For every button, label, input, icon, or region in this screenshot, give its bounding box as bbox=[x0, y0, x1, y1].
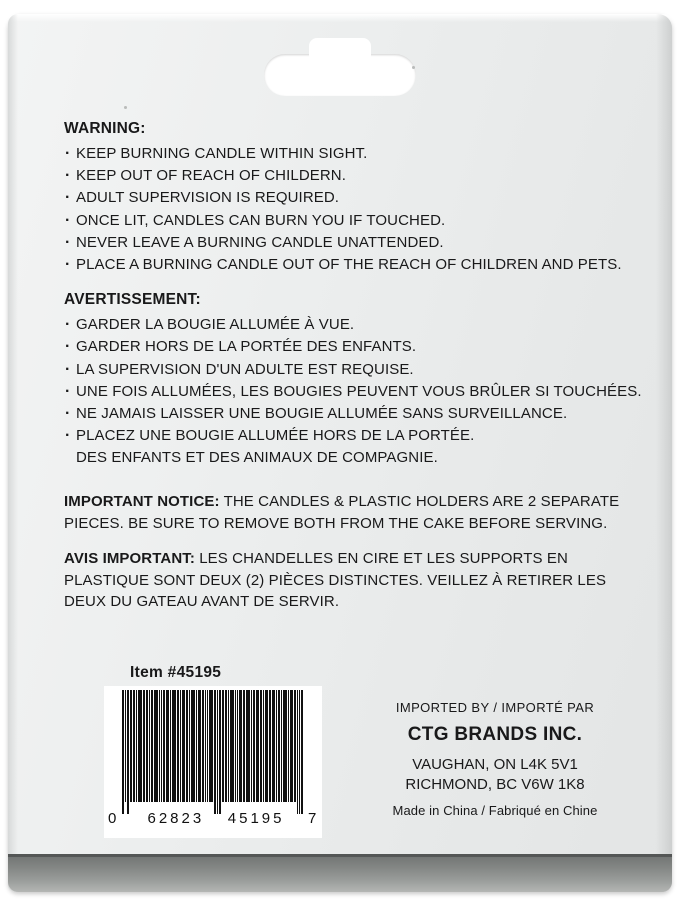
warning-block bbox=[64, 120, 624, 276]
list-item: · GARDER LA BOUGIE ALLUMÉE À VUE. bbox=[64, 314, 624, 336]
avertissement-block bbox=[64, 291, 642, 469]
list-item: · PLACEZ UNE BOUGIE ALLUMÉE HORS DE LA PORTÉE. bbox=[64, 425, 624, 447]
item-number: Item #45195 bbox=[130, 664, 222, 681]
important-notice-paragraph bbox=[64, 491, 624, 535]
address-line-2: RICHMOND, BC V6W 1K8 bbox=[405, 775, 585, 793]
spacer bbox=[64, 278, 624, 291]
address-lines bbox=[360, 755, 630, 795]
list-item: · NEVER LEAVE A BURNING CANDLE UNATTENDED. bbox=[64, 232, 624, 254]
spacer bbox=[64, 535, 624, 548]
imported-by-label: IMPORTED BY / IMPORTÉ PAR bbox=[395, 700, 595, 715]
barcode-check-digit: 7 bbox=[308, 810, 318, 827]
speck bbox=[412, 66, 415, 69]
speck bbox=[124, 106, 127, 109]
list-item: · KEEP OUT OF REACH OF CHILDERN. bbox=[64, 165, 624, 187]
made-in-label: Made in China / Fabriqué en Chine bbox=[392, 802, 598, 818]
list-item-continuation: DES ENFANTS ET DES ANIMAUX DE COMPAGNIE. bbox=[76, 449, 438, 467]
avis-important-paragraph bbox=[64, 548, 624, 613]
barcode-lead-digit: 0 bbox=[108, 810, 118, 827]
package-right-edge bbox=[656, 14, 672, 892]
list-item: · LA SUPERVISION D'UN ADULTE EST REQUISE. bbox=[64, 359, 624, 381]
hang-hole bbox=[264, 54, 416, 96]
product-package-back bbox=[8, 14, 672, 892]
barcode-right-group: 45195 bbox=[227, 810, 285, 827]
barcode bbox=[104, 686, 322, 838]
list-item: · PLACE A BURNING CANDLE OUT OF THE REACH OF CHILDREN AND PETS. bbox=[64, 254, 624, 276]
avertissement-list bbox=[64, 314, 642, 469]
avis-important-text: LES CHANDELLES EN CIRE ET LES SUPPORTS EN PLASTIQUE SONT DEUX (2) PIÈCES DISTINCTES. VEILLEZ À RETIRER LES DEUX DU GATEAU AVANT DE SERVIR. bbox=[64, 549, 607, 611]
warning-list bbox=[64, 143, 624, 276]
spacer bbox=[64, 471, 624, 491]
avis-important-label: AVIS IMPORTANT: bbox=[64, 549, 195, 567]
address-line-1: VAUGHAN, ON L4K 5V1 bbox=[412, 756, 578, 773]
company-name: CTG BRANDS INC. bbox=[407, 724, 583, 745]
barcode-bars bbox=[122, 690, 304, 808]
list-item: · NE JAMAIS LAISSER UNE BOUGIE ALLUMÉE SANS SURVEILLANCE. bbox=[64, 403, 624, 425]
barcode-left-group: 62823 bbox=[147, 810, 205, 827]
package-top-edge bbox=[8, 14, 672, 22]
list-item: · GARDER HORS DE LA PORTÉE DES ENFANTS. bbox=[64, 336, 624, 358]
list-item: · ADULT SUPERVISION IS REQUIRED. bbox=[64, 187, 624, 209]
avertissement-heading: AVERTISSEMENT: bbox=[64, 291, 201, 309]
package-left-edge bbox=[8, 14, 18, 892]
importer-block bbox=[360, 700, 630, 818]
important-notice-text: THE CANDLES & PLASTIC HOLDERS ARE 2 SEPARATE PIECES. BE SURE TO REMOVE BOTH FROM THE CAKE BEFORE SERVING. bbox=[64, 493, 620, 533]
list-item: · KEEP BURNING CANDLE WITHIN SIGHT. bbox=[64, 143, 624, 165]
hang-hole-tab bbox=[309, 38, 371, 68]
package-bottom-fold bbox=[8, 854, 672, 892]
important-notice-label: IMPORTANT NOTICE: bbox=[64, 493, 220, 511]
list-item: · UNE FOIS ALLUMÉES, LES BOUGIES PEUVENT VOUS BRÛLER SI TOUCHÉES. bbox=[64, 381, 624, 403]
barcode-digits bbox=[104, 810, 322, 827]
list-item: · ONCE LIT, CANDLES CAN BURN YOU IF TOUCHED. bbox=[64, 210, 624, 232]
warning-heading: WARNING: bbox=[64, 120, 146, 137]
package-text-content bbox=[64, 120, 642, 613]
